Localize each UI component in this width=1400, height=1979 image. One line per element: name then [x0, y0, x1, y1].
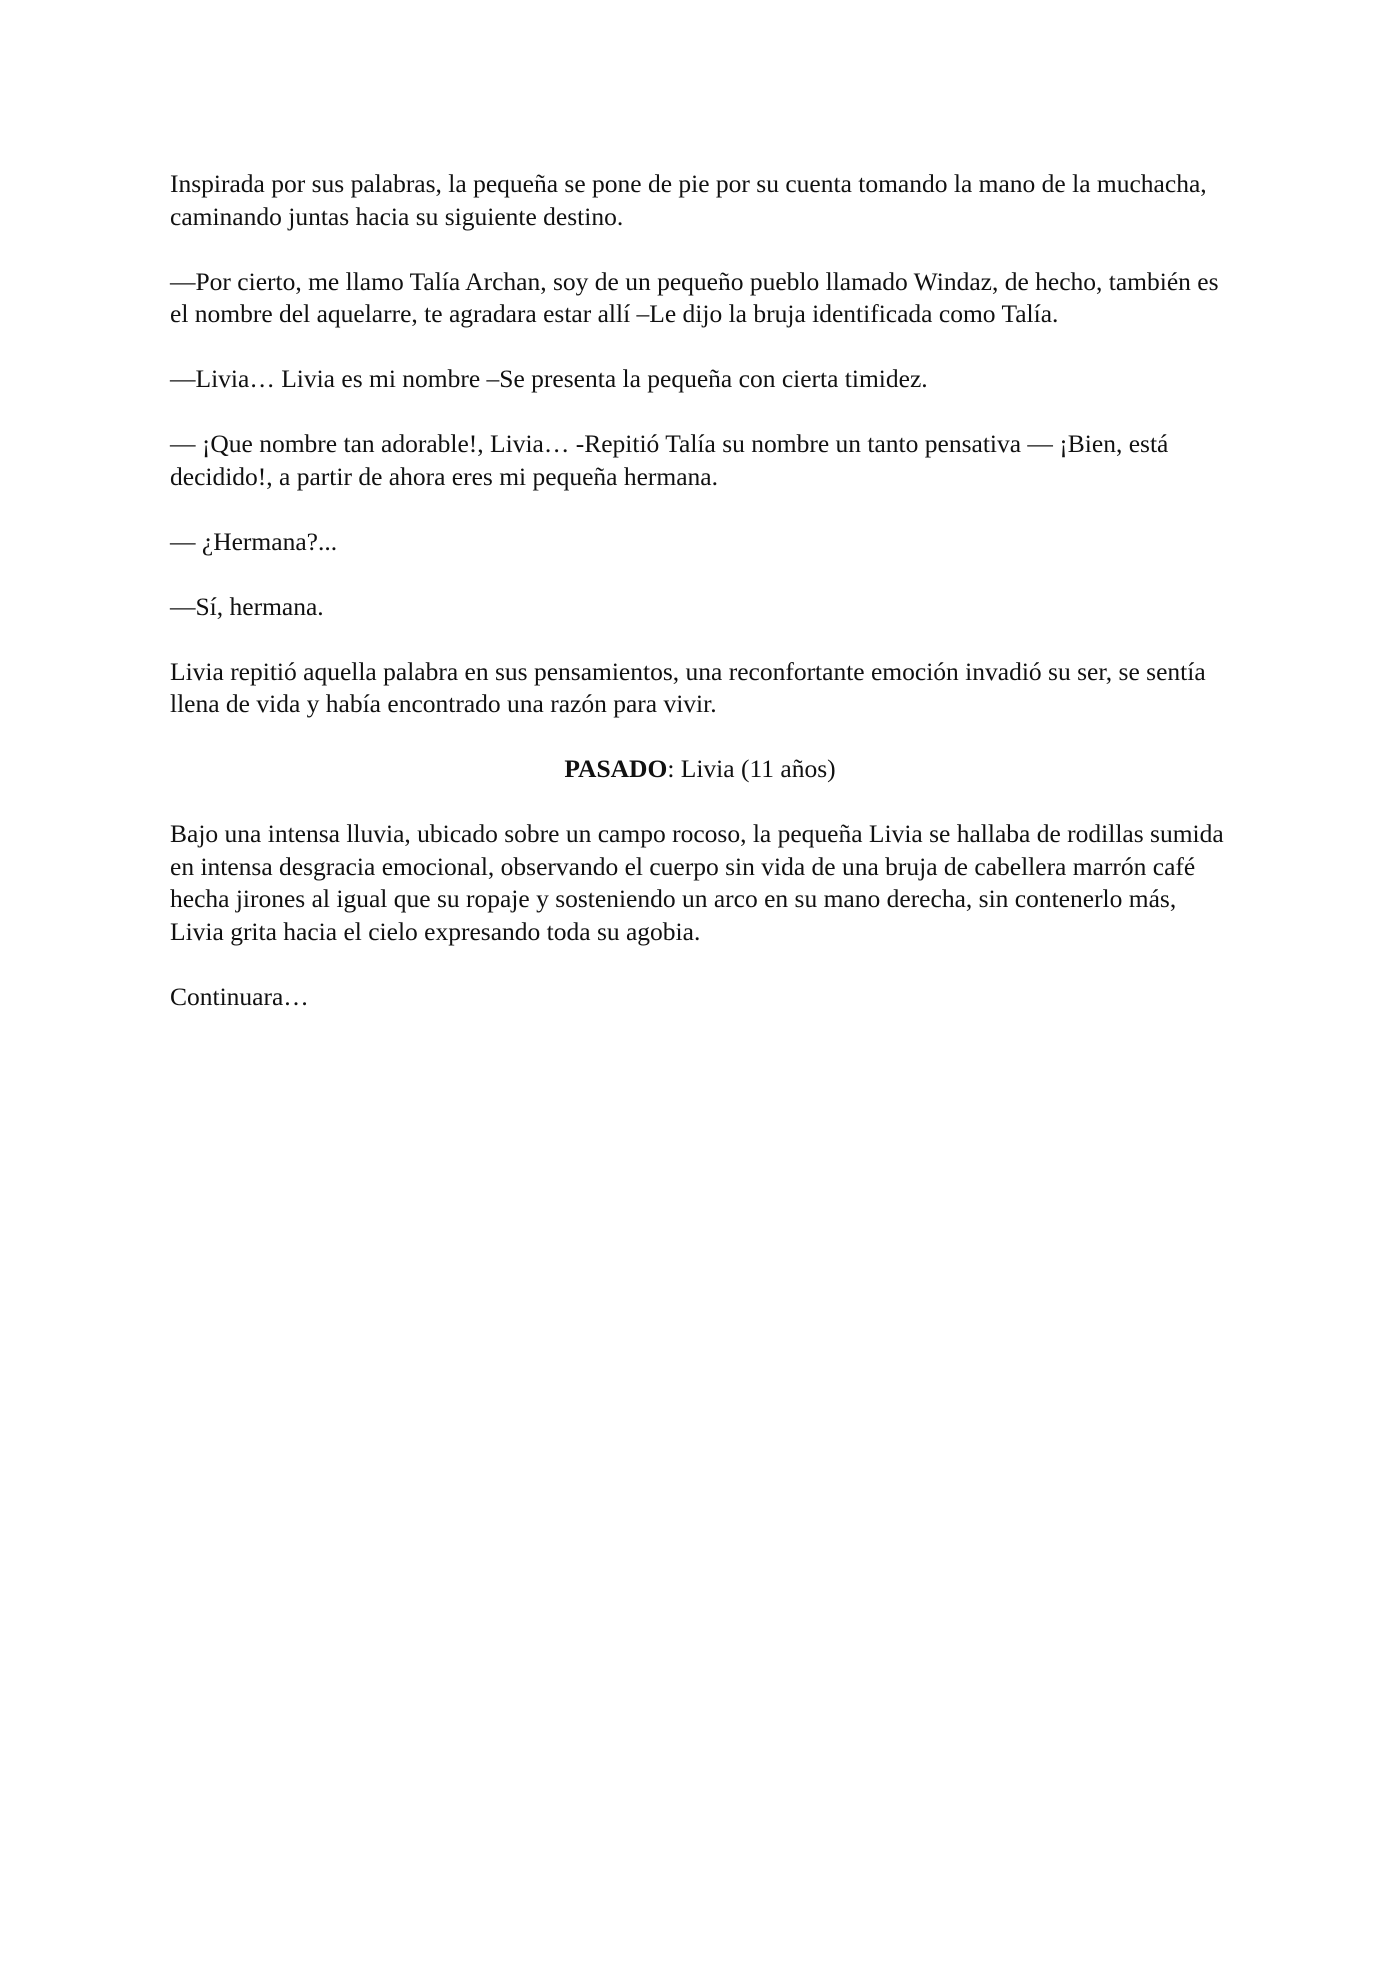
paragraph: —Livia… Livia es mi nombre –Se presenta la pequeña con cierta timidez. — [170, 364, 928, 393]
paragraph: — ¡Que nombre tan adorable!, Livia… -Repitió Talía su nombre un tanto pensativa — ¡Bien, está decidido!, a partir de ahora eres mi pequeña hermana. — [170, 429, 1169, 491]
section-heading — [170, 753, 1230, 786]
closing-line: Continuara… — [170, 981, 309, 1011]
document-body — [170, 168, 1230, 1046]
paragraph: — ¿Hermana?... — [170, 526, 338, 556]
paragraph: —Sí, hermana. — [170, 591, 324, 621]
paragraph: Bajo una intensa lluvia, ubicado sobre un campo rocoso, la pequeña Livia se hallaba de rodillas sumida en intensa desgracia emocional, observando el cuerpo sin vida de una bruja de cabellera marrón café hecha jirones al igual que su ropaje y sosteniendo un arco en su mano derecha, sin contenerlo más, Livia grita hacia el cielo expresando toda su agobia. — [170, 819, 1224, 946]
section-heading-rest: : Livia (11 años) — [667, 754, 836, 783]
section-heading-label: PASADO — [564, 754, 668, 783]
paragraph: —Por cierto, me llamo Talía Archan, soy de un pequeño pueblo llamado Windaz, de hecho, también es el nombre del aquelarre, te agradara estar allí –Le dijo la bruja identificada como Talía. — [170, 266, 1219, 328]
paragraph: Inspirada por sus palabras, la pequeña se pone de pie por su cuenta tomando la mano de la muchacha, caminando juntas hacia su siguiente destino. — [170, 169, 1207, 231]
paragraph: Livia repitió aquella palabra en sus pensamientos, una reconfortante emoción invadió su ser, se sentía llena de vida y había encontrado una razón para vivir. — [170, 656, 1206, 718]
